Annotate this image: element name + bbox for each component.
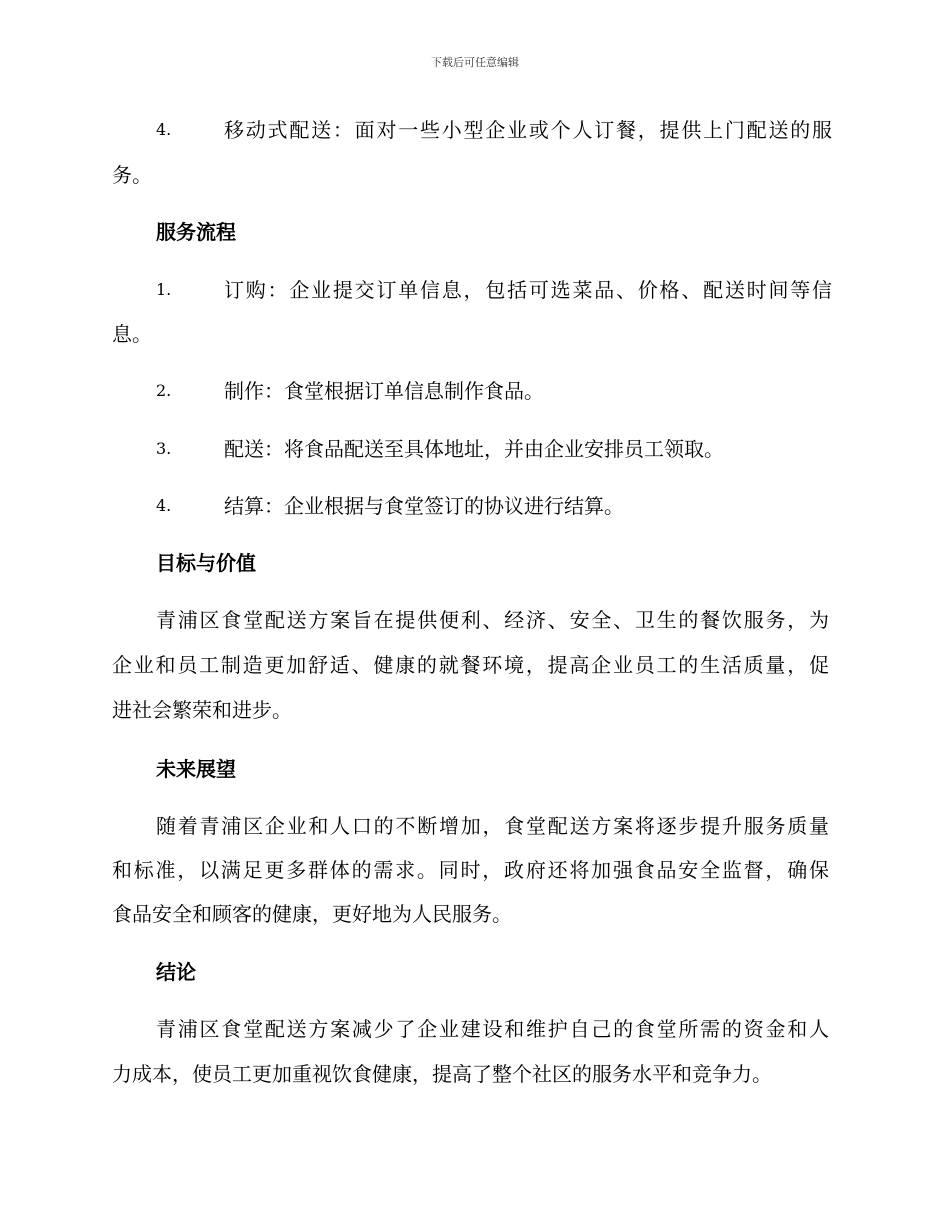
list-item-text: 制作：食堂根据订单信息制作食品。 xyxy=(224,379,544,403)
list-item-text: 结算：企业根据与食堂签订的协议进行结算。 xyxy=(224,494,624,518)
list-item-text: 配送：将食品配送至具体地址，并由企业安排员工领取。 xyxy=(224,437,724,461)
paragraph-line: 食品安全和顾客的健康，更好地为人民服务。 xyxy=(112,902,512,926)
paragraph-line: 青浦区食堂配送方案减少了企业建设和维护自己的食堂所需的资金和人 xyxy=(156,1017,829,1041)
page-header: 下载后可任意编辑 xyxy=(431,56,519,69)
paragraph-line: 进社会繁荣和进步。 xyxy=(112,698,292,722)
section-heading-future: 未来展望 xyxy=(156,757,236,781)
list-item-text: 移动式配送：面对一些小型企业或个人订餐，提供上门配送的服 xyxy=(224,118,832,142)
list-number: 4. xyxy=(156,120,172,139)
list-item-text: 订购：企业提交订单信息，包括可选菜品、价格、配送时间等信 xyxy=(224,278,832,302)
list-number: 3. xyxy=(156,439,172,458)
paragraph-line: 随着青浦区企业和人口的不断增加，食堂配送方案将逐步提升服务质量 xyxy=(156,814,829,838)
paragraph-line: 和标准，以满足更多群体的需求。同时，政府还将加强食品安全监督，确保 xyxy=(112,858,829,882)
section-heading-service-process: 服务流程 xyxy=(156,220,236,244)
list-item-continuation: 息。 xyxy=(112,322,152,346)
paragraph-line: 企业和员工制造更加舒适、健康的就餐环境，提高企业员工的生活质量，促 xyxy=(112,653,829,677)
paragraph-line: 青浦区食堂配送方案旨在提供便利、经济、安全、卫生的餐饮服务，为 xyxy=(156,608,829,632)
list-number: 2. xyxy=(156,381,172,400)
section-heading-conclusion: 结论 xyxy=(156,960,196,984)
paragraph-line: 力成本，使员工更加重视饮食健康，提高了整个社区的服务水平和竞争力。 xyxy=(112,1062,772,1086)
section-heading-goals: 目标与价值 xyxy=(156,551,256,575)
list-item-continuation: 务。 xyxy=(112,163,152,187)
list-number: 1. xyxy=(156,280,172,299)
list-number: 4. xyxy=(156,496,172,515)
